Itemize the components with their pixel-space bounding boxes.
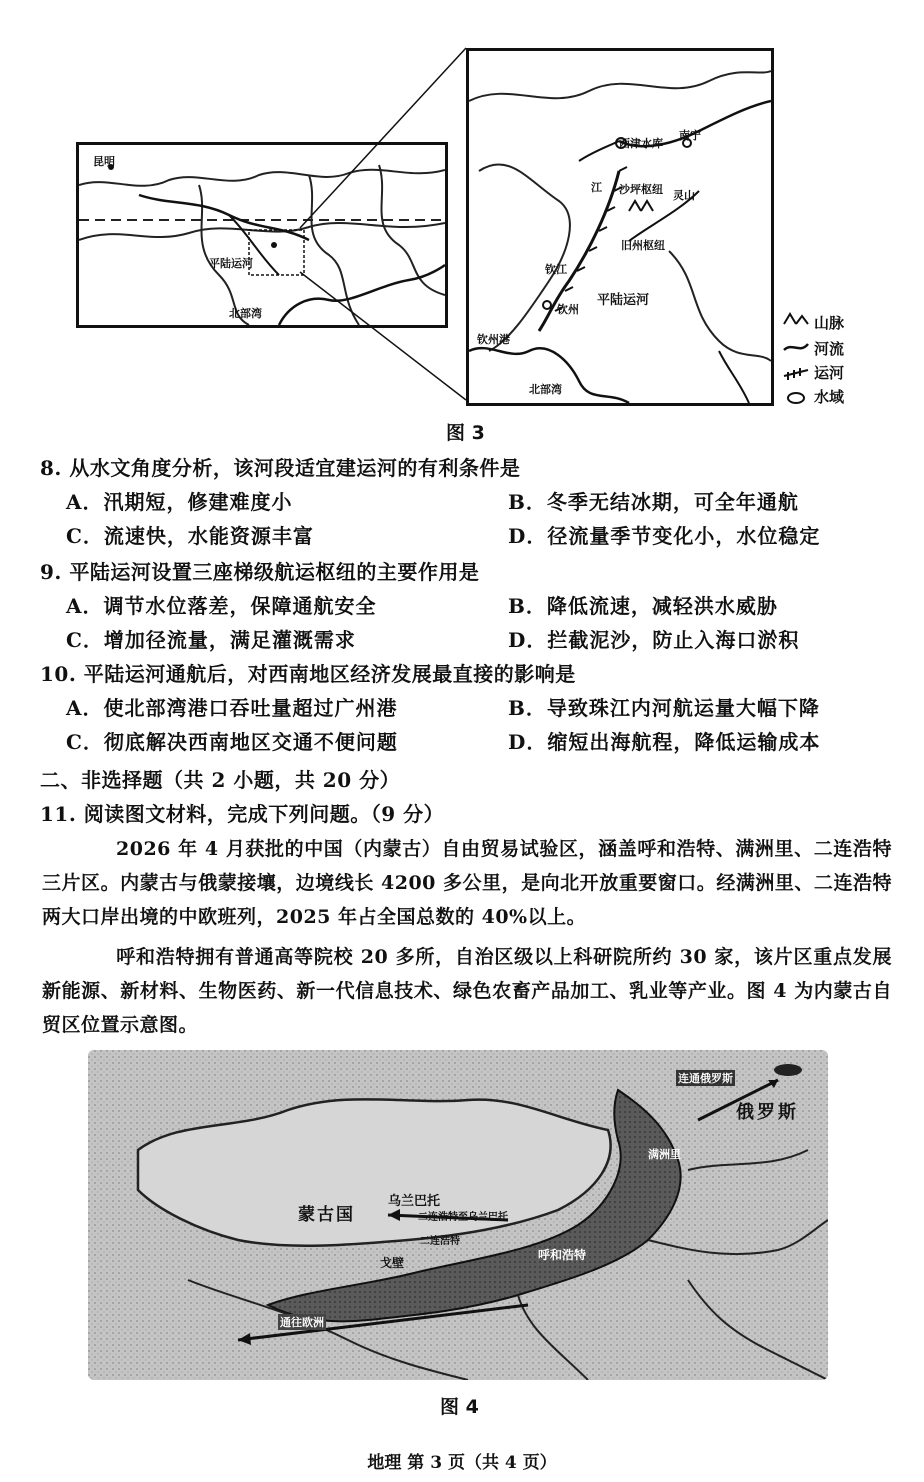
legend-symbols <box>780 308 814 408</box>
detail-label-jiang: 江 <box>591 181 602 194</box>
question-10-option-c[interactable]: C．彻底解决西南地区交通不便问题 <box>66 730 398 754</box>
canal-icon <box>784 368 808 380</box>
fig4-label-route1: 连通俄罗斯 <box>678 1072 733 1085</box>
question-8-option-c[interactable]: C．流速快，水能资源丰富 <box>66 524 314 548</box>
legend-reservoir-label: 水域 <box>814 388 845 406</box>
material-paragraph-1-text: 2026 年 4 月获批的中国（内蒙古）自由贸易试验区，涵盖呼和浩特、满洲里、二连浩特三片区。内蒙古与俄蒙接壤，边境线长 4200 多公里，是向北开放重要窗口。经满洲里、二连浩特两大口岸出境的中欧班列，2025 年占全国总数的 40%以上。 <box>42 838 892 928</box>
legend-canal-label: 运河 <box>814 364 845 382</box>
figure3-caption: 图 3 <box>446 422 485 444</box>
detail-map-drawing <box>469 51 771 403</box>
question-10-option-a[interactable]: A．使北部湾港口吞吐量超过广州港 <box>66 696 398 720</box>
locator-canal-label: 平陆运河 <box>209 257 253 270</box>
fig4-label-desert: 戈壁 <box>380 1256 405 1270</box>
question-9-option-c[interactable]: C．增加径流量，满足灌溉需求 <box>66 628 356 652</box>
question-8-option-b[interactable]: B．冬季无结冰期，可全年通航 <box>508 490 799 514</box>
legend-river-label: 河流 <box>814 340 845 358</box>
material-paragraph-1 <box>42 832 892 934</box>
figure4-map <box>88 1050 828 1380</box>
question-8-option-a[interactable]: A．汛期短，修建难度小 <box>66 490 293 514</box>
detail-label-qinzhou: 钦州 <box>557 303 579 316</box>
detail-label-nanning: 南宁 <box>679 129 701 142</box>
fig4-label-route3: 通往欧洲 <box>280 1316 324 1329</box>
detail-label-river: 钦江 <box>545 263 567 276</box>
detail-label-hub: 旧州枢纽 <box>621 239 665 252</box>
legend-mountain-label: 山脉 <box>814 314 845 332</box>
question-9-option-a[interactable]: A．调节水位落差，保障通航安全 <box>66 594 377 618</box>
detail-label-port: 钦州港 <box>477 333 510 346</box>
question-9-option-b[interactable]: B．降低流速，减轻洪水威胁 <box>508 594 778 618</box>
question-10-option-b[interactable]: B．导致珠江内河航运量大幅下降 <box>508 696 820 720</box>
material-paragraph-2-text: 呼和浩特拥有普通高等院校 20 多所，自治区级以上科研院所约 30 家，该片区重点发展新能源、新材料、生物医药、新一代信息技术、绿色农畜产品加工、乳业等产业。图 4 为内蒙古自贸区位置示意图。 <box>42 946 892 1036</box>
question-9-stem: 9. 平陆运河设置三座梯级航运枢纽的主要作用是 <box>40 560 480 584</box>
fig4-label-mongolia: 蒙古国 <box>298 1205 355 1225</box>
fig4-label-ulaanbaatar: 乌兰巴托 <box>388 1194 441 1209</box>
material-paragraph-2 <box>42 940 892 1042</box>
question-9-option-d[interactable]: D．拦截泥沙，防止入海口淤积 <box>508 628 800 652</box>
figure3-detail-map <box>466 48 774 406</box>
question-11-stem: 11. 阅读图文材料，完成下列问题。（9 分） <box>40 802 445 826</box>
fig4-label-manzhouli: 满洲里 <box>648 1148 681 1161</box>
figure4-caption: 图 4 <box>440 1396 479 1418</box>
locator-gulf-label: 北部湾 <box>229 307 262 320</box>
detail-label-shaping: 沙坪枢纽 <box>619 183 663 196</box>
detail-label-gulf: 北部湾 <box>529 383 562 396</box>
detail-label-canal: 平陆运河 <box>597 293 650 308</box>
detail-label-reservoir: 西津水库 <box>619 137 663 150</box>
fig4-label-erenhot: 二连浩特 <box>420 1236 460 1247</box>
fig4-label-route2: 二连浩特至乌兰巴托 <box>418 1212 508 1223</box>
river-icon <box>784 344 808 350</box>
section-2-heading: 二、非选择题（共 2 小题，共 20 分） <box>40 768 401 792</box>
question-10-stem: 10. 平陆运河通航后，对西南地区经济发展最直接的影响是 <box>40 662 576 686</box>
fig4-label-hohhot: 呼和浩特 <box>538 1248 587 1262</box>
locator-city-label: 昆明 <box>93 155 115 168</box>
question-8-stem: 8. 从水文角度分析，该河段适宜建运河的有利条件是 <box>40 456 521 480</box>
fig4-label-russia: 俄罗斯 <box>736 1102 799 1123</box>
detail-label-mountain: 灵山 <box>673 189 695 202</box>
page-footer: 地理 第 3 页（共 4 页） <box>367 1453 557 1473</box>
question-8-option-d[interactable]: D．径流量季节变化小，水位稳定 <box>508 524 821 548</box>
mountain-icon <box>784 314 808 324</box>
reservoir-icon <box>788 393 804 403</box>
question-10-option-d[interactable]: D．缩短出海航程，降低运输成本 <box>508 730 821 754</box>
